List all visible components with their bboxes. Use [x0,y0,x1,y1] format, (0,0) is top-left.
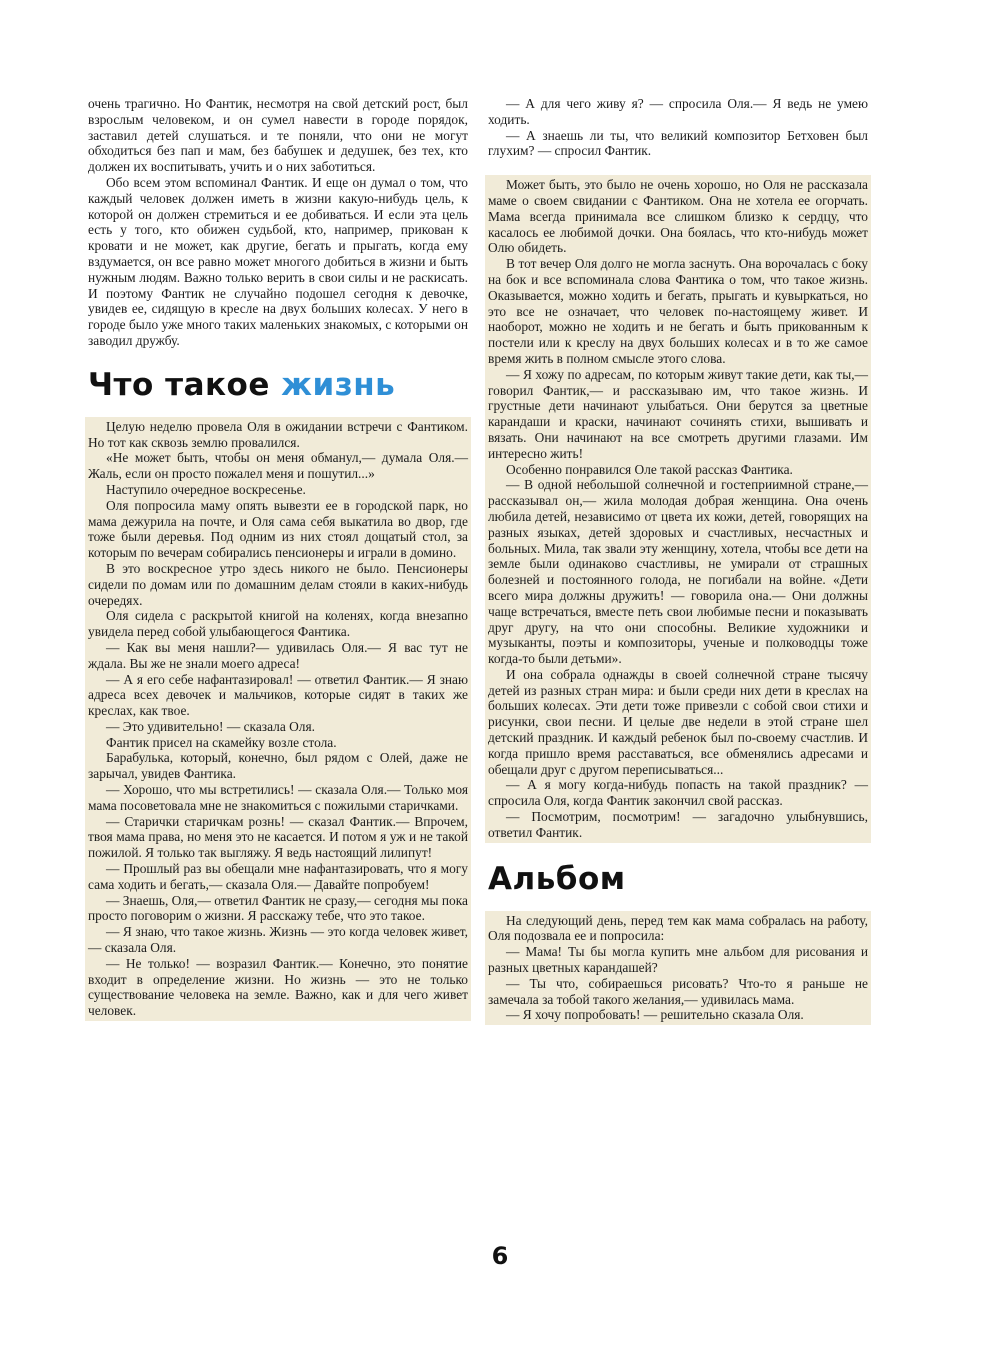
paragraph: «Не может быть, чтобы он меня обманул,— думала Оля.— Жаль, если он просто пожалел меня и пошутил...» [88,450,468,482]
story-section [85,417,471,1021]
album-section [485,911,871,1026]
paragraph: — В одной небольшой солнечной и гостеприимной стране,— рассказывал он,— жила молодая добрая женщина. Она очень любила детей, независимо от цвета их кожи, детей, говорящих на разных языках, детей здоровых и счастливых, несчастных и больных. Мила, так звали эту женщину, хотела, чтобы все дети на земле были одинаково счастливы, не умирали от страшных болезней и постоянного голода, не погибали на войне. «Дети всего мира должны дружить! — говорила она.— Они должны чаще встречаться, вместе петь свои любимые песни и показывать друг другу, на что они способны. Великие художники и музыканты, поэты и композиторы, ученые и полководцы тоже когда-то были детьми». [488,477,868,667]
dialog-top-section [488,96,868,159]
paragraph: — А я могу когда-нибудь попасть на такой праздник? — спросила Оля, когда Фантик закончил свой рассказ. [488,777,868,809]
paragraph: — А знаешь ли ты, что великий композитор Бетховен был глухим? — спросил Фантик. [488,127,868,159]
paragraph: — Прошлый раз вы обещали мне нафантазировать, что я могу сама ходить и бегать,— сказала Оля.— Давайте попробуем! [88,861,468,892]
paragraph: Фантик присел на скамейку возле стола. [106,734,337,750]
heading-accent-text: жизнь [281,366,396,403]
paragraph: — Посмотрим, посмотрим! — загадочно улыбнувшись, ответил Фантик. [488,809,868,840]
paragraph: — Хорошо, что мы встретились! — сказала Оля.— Только моя мама посоветовала мне не знакомиться с пожилыми старичками. [88,782,468,813]
paragraph: Особенно понравился Оле такой рассказ Фантика. [506,461,793,477]
right-column [488,96,868,1025]
paragraph: В это воскресное утро здесь никого не было. Пенсионеры сидели по домам или по домашним делам стояли в каких-нибудь очередях. [88,560,468,608]
left-column [88,96,468,1021]
paragraph: Оля сидела с раскрытой книгой на коленях, когда внезапно увидела перед собой улыбающегося Фантика. [88,608,468,640]
paragraph: — Я хочу попробовать! — решительно сказала Оля. [506,1007,804,1023]
section-heading-album: Альбом [488,860,626,897]
page-number: 6 [491,1242,509,1270]
paragraph: И она собрала однажды в своей солнечной стране тысячу детей из разных стран мира: и были среди них дети в креслах на больших колесах. Эти дети тоже привезли с собой свои стихи и рисунки, свои песни. И целые две недели в этой стране шел детский праздник. И каждый ребенок был по-своему счастлив. И когда пришло время расставаться, все обменялись адресами и обещали друг с другом переписываться... [488,666,868,777]
paragraph: Барабулька, который, конечно, был рядом с Олей, даже не зарычал, увидев Фантика. [88,750,468,782]
paragraph: Целую неделю провела Оля в ожидании встречи с Фантиком. Но тот как сквозь землю провалился. [88,418,468,450]
section-heading-what-is-life [88,365,468,405]
paragraph: очень трагично. Но Фантик, несмотря на свой детский рост, был взрослым человеком, и он сумел навести в городе порядок, заставил детей слушаться. и те поняли, что они не могут обходиться без пап и мам, без бабушек и дедушек, без тех, кто должен их воспитывать, учить и о них заботиться. [88,96,468,175]
paragraph: — Старички старичкам рознь! — сказал Фантик.— Впрочем, твоя мама права, но меня это не касается. И потом я уж и не такой пожилой. Я только так выгляжу. Я ведь настоящий лилипут! [88,813,468,861]
paragraph: — Я хожу по адресам, по которым живут такие дети, как ты,— говорил Фантик,— и рассказываю им, что такое жизнь. И грустные дети начинают улыбаться. Они берутся за цветные карандаши и краски, начинают сочинять стихи, вышивать и вязать. Они начинают на все смотреть другими глазами. Им интересно жить! [488,366,868,461]
paragraph: — Мама! Ты бы могла купить мне альбом для рисования и разных цветных карандашей? [488,944,868,976]
paragraph: Может быть, это было не очень хорошо, но Оля не рассказала маме о своем свидании с Фантиком. Она не хотела ее огорчать. Мама всегда принимала все слишком близко к сердцу, что касалось ее любимой дочки. Она боялась, что кто-нибудь может Олю обидеть. [488,177,868,256]
paragraph: Оля попросила маму опять вывезти ее в городской парк, но мама дежурила на почте, и Оля сама себя выкатила во двор, где тоже были деревья. Под одним из них стоял дощатый стол, за которым по вечерам собирались пенсионеры и играли в домино. [88,497,468,561]
paragraph: — Не только! — возразил Фантик.— Конечно, это понятие входит в определение жизни. Но жизнь — это не только существование человека на земле. Важно, как и для чего живет человек. [88,955,468,1019]
paragraph: — Ты что, собираешься рисовать? Что-то я раньше не замечала за тобой такого желания,— удивилась мама. [488,975,868,1007]
paragraph: — Это удивительно! — сказала Оля. [106,718,315,734]
paragraph: Обо всем этом вспоминал Фантик. И еще он думал о том, что каждый человек должен иметь в жизни какую-нибудь цель, к которой он должен стремиться и ее добиваться. И если эта цель есть у того, кто обижен судьбой, кто, например, прикован к кровати и не может, как другие, бегать и прыгать, когда ему вздумается, он все равно может многого добиться в жизни и быть нужным людям. Важно только верить в свои силы и не раскисать. И поэтому Фантик не случайно подошел сегодня к девочке, увидев ее, сидящую в кресле на двух больших колесах. У него в городе было уже много таких маленьких знакомых, с которыми он заводил дружбу. [88,174,468,348]
section-gap [488,159,868,175]
paragraph: Наступило очередное воскресенье. [106,481,306,497]
paragraph: В тот вечер Оля долго не могла заснуть. Она ворочалась с боку на бок и все вспоминала слова Фантика о том, что такое жизнь. Оказывается, можно ходить и бегать, прыгать и кувыркаться, но это все не означает, что человек по-настоящему живет. И наоборот, можно не ходить и не бегать и быть прикованным к постели или к креслу на двух больших колесах и в то же самое время жить в полном смысле этого слова. [488,256,868,366]
paragraph: — А для чего живу я? — спросила Оля.— Я ведь не умею ходить. [488,96,868,127]
paragraph: — А я его себе нафантазировал! — ответил Фантик.— Я знаю адреса всех девочек и мальчиков, которые сидят в таких же креслах, как твое. [88,671,468,719]
story-continuation-section [485,175,871,842]
paragraph: — Я знаю, что такое жизнь. Жизнь — это когда человек живет,— сказала Оля. [88,924,468,956]
intro-section [88,96,468,349]
paragraph: — Как вы меня нашли?— удивилась Оля.— Я вас тут не ждала. Вы же не знали моего адреса! [88,639,468,671]
paragraph: — Знаешь, Оля,— ответил Фантик не сразу,— сегодня мы пока просто поговорим о жизни. Я расскажу тебе, что это такое. [88,892,468,924]
paragraph: На следующий день, перед тем как мама собралась на работу, Оля подозвала ее и попросила: [488,912,868,944]
heading-main-text: Что такое [88,366,282,403]
